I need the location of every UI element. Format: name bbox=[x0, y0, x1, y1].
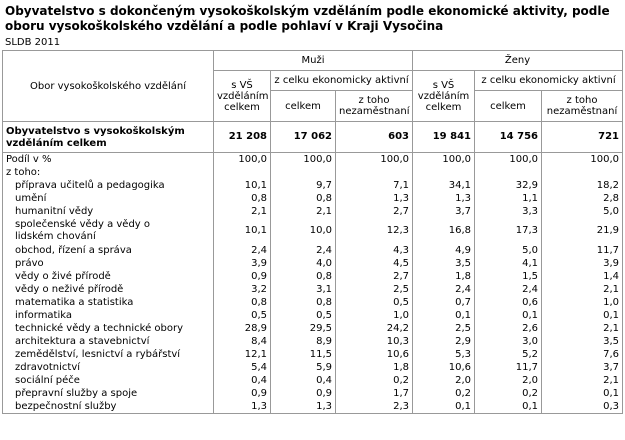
cell: 24,2 bbox=[336, 322, 413, 335]
cell: 2,6 bbox=[475, 322, 542, 335]
table-row bbox=[3, 400, 623, 414]
cell: 0,4 bbox=[271, 374, 336, 387]
table-row bbox=[3, 309, 623, 322]
table-row bbox=[3, 179, 623, 192]
cell: 10,1 bbox=[214, 218, 271, 244]
men-econ-active-header: z celku ekonomicky aktivní bbox=[271, 71, 413, 91]
of-which-row bbox=[3, 166, 623, 179]
row-label: Obyvatelstvo s vysokoškolským vzděláním celkem bbox=[3, 122, 214, 153]
men-active-total-header: celkem bbox=[271, 91, 336, 122]
cell: 7,1 bbox=[336, 179, 413, 192]
cell: 4,5 bbox=[336, 257, 413, 270]
cell: 1,8 bbox=[336, 361, 413, 374]
cell: 2,7 bbox=[336, 270, 413, 283]
cell: 4,1 bbox=[475, 257, 542, 270]
cell: 2,4 bbox=[475, 283, 542, 296]
row-label: právo bbox=[3, 257, 214, 270]
cell: 0,8 bbox=[214, 296, 271, 309]
row-label: informatika bbox=[3, 309, 214, 322]
table-title: Obyvatelstvo s dokončeným vysokoškolským vzděláním podle ekonomické aktivity, podle oboru vysokoškolského vzdělání a podle pohlaví v Kraji Vysočina bbox=[5, 4, 610, 33]
cell: 0,7 bbox=[413, 296, 475, 309]
cell: 0,8 bbox=[271, 296, 336, 309]
cell: 3,7 bbox=[413, 205, 475, 218]
cell: 0,5 bbox=[271, 309, 336, 322]
cell: 0,1 bbox=[475, 309, 542, 322]
cell: 2,0 bbox=[475, 374, 542, 387]
cell: 1,3 bbox=[336, 192, 413, 205]
table-row bbox=[3, 322, 623, 335]
cell: 2,1 bbox=[542, 283, 623, 296]
table-row bbox=[3, 361, 623, 374]
table-row bbox=[3, 270, 623, 283]
cell: 100,0 bbox=[336, 153, 413, 167]
row-label: vědy o živé přírodě bbox=[3, 270, 214, 283]
table-row bbox=[3, 296, 623, 309]
cell: 5,0 bbox=[475, 244, 542, 257]
cell: 5,2 bbox=[475, 348, 542, 361]
table-row bbox=[3, 244, 623, 257]
row-label: přepravní služby a spoje bbox=[3, 387, 214, 400]
cell: 1,0 bbox=[336, 309, 413, 322]
women-econ-active-header: z celku ekonomicky aktivní bbox=[475, 71, 623, 91]
cell: 5,0 bbox=[542, 205, 623, 218]
cell: 3,0 bbox=[475, 335, 542, 348]
cell: 21 208 bbox=[214, 122, 271, 153]
table-row bbox=[3, 348, 623, 361]
cell: 100,0 bbox=[214, 153, 271, 167]
cell: 18,2 bbox=[542, 179, 623, 192]
cell: 2,5 bbox=[336, 283, 413, 296]
cell: 2,4 bbox=[413, 283, 475, 296]
cell: 17,3 bbox=[475, 218, 542, 244]
cell: 0,8 bbox=[271, 192, 336, 205]
row-label: technické vědy a technické obory bbox=[3, 322, 214, 335]
cell: 10,6 bbox=[413, 361, 475, 374]
cell: 603 bbox=[336, 122, 413, 153]
cell: 1,1 bbox=[475, 192, 542, 205]
table-row bbox=[3, 283, 623, 296]
cell: 1,7 bbox=[336, 387, 413, 400]
cell: 2,7 bbox=[336, 205, 413, 218]
cell: 8,4 bbox=[214, 335, 271, 348]
cell: 2,4 bbox=[271, 244, 336, 257]
cell: 2,5 bbox=[413, 322, 475, 335]
cell: 100,0 bbox=[413, 153, 475, 167]
cell: 100,0 bbox=[542, 153, 623, 167]
cell: 3,2 bbox=[214, 283, 271, 296]
cell: 9,7 bbox=[271, 179, 336, 192]
row-label: matematika a statistika bbox=[3, 296, 214, 309]
cell: 4,9 bbox=[413, 244, 475, 257]
cell: 0,8 bbox=[214, 192, 271, 205]
cell: 0,5 bbox=[214, 309, 271, 322]
cell: 12,1 bbox=[214, 348, 271, 361]
cell: 8,9 bbox=[271, 335, 336, 348]
women-unemployed-header: z toho nezaměstnaní bbox=[542, 91, 623, 122]
cell: 2,8 bbox=[542, 192, 623, 205]
men-header: Muži bbox=[214, 51, 413, 71]
cell: 2,1 bbox=[214, 205, 271, 218]
cell: 2,0 bbox=[413, 374, 475, 387]
cell: 2,1 bbox=[271, 205, 336, 218]
cell: 4,0 bbox=[271, 257, 336, 270]
share-row bbox=[3, 153, 623, 167]
cell: 0,1 bbox=[475, 400, 542, 414]
cell: 0,4 bbox=[214, 374, 271, 387]
cell: 12,3 bbox=[336, 218, 413, 244]
table-row bbox=[3, 335, 623, 348]
table-row bbox=[3, 218, 623, 244]
cell: 1,3 bbox=[271, 400, 336, 414]
cell: 0,9 bbox=[214, 270, 271, 283]
cell: 100,0 bbox=[475, 153, 542, 167]
cell: 32,9 bbox=[475, 179, 542, 192]
row-label: zemědělství, lesnictví a rybářství bbox=[3, 348, 214, 361]
total-row bbox=[3, 122, 623, 153]
cell: 16,8 bbox=[413, 218, 475, 244]
table-row bbox=[3, 192, 623, 205]
row-label: Podíl v % bbox=[3, 153, 214, 167]
cell: 1,4 bbox=[542, 270, 623, 283]
cell: 19 841 bbox=[413, 122, 475, 153]
cell: 11,7 bbox=[475, 361, 542, 374]
cell: 2,4 bbox=[214, 244, 271, 257]
row-label: příprava učitelů a pedagogika bbox=[3, 179, 214, 192]
cell: 1,5 bbox=[475, 270, 542, 283]
cell: 0,1 bbox=[542, 309, 623, 322]
cell: 3,3 bbox=[475, 205, 542, 218]
cell: 11,7 bbox=[542, 244, 623, 257]
cell: 1,8 bbox=[413, 270, 475, 283]
cell: 5,3 bbox=[413, 348, 475, 361]
cell: 0,6 bbox=[475, 296, 542, 309]
cell: 3,9 bbox=[542, 257, 623, 270]
field-column-header: Obor vysokoškolského vzdělání bbox=[3, 51, 214, 122]
cell: 0,2 bbox=[336, 374, 413, 387]
source-note: SLDB 2011 bbox=[5, 37, 61, 48]
cell: 0,2 bbox=[475, 387, 542, 400]
table-row bbox=[3, 387, 623, 400]
cell: 1,0 bbox=[542, 296, 623, 309]
row-label: společenské vědy a vědy o lidském chování bbox=[3, 218, 214, 244]
cell: 7,6 bbox=[542, 348, 623, 361]
cell: 0,9 bbox=[214, 387, 271, 400]
cell: 21,9 bbox=[542, 218, 623, 244]
men-with-vs-header: s VŠ vzděláním celkem bbox=[214, 71, 271, 122]
cell: 10,3 bbox=[336, 335, 413, 348]
men-unemployed-header: z toho nezaměstnaní bbox=[336, 91, 413, 122]
cell: 10,0 bbox=[271, 218, 336, 244]
table-row bbox=[3, 257, 623, 270]
cell: 0,3 bbox=[542, 400, 623, 414]
cell: 0,9 bbox=[271, 387, 336, 400]
row-label: z toho: bbox=[3, 166, 214, 179]
cell: 3,5 bbox=[413, 257, 475, 270]
cell: 17 062 bbox=[271, 122, 336, 153]
cell: 11,5 bbox=[271, 348, 336, 361]
cell: 3,9 bbox=[214, 257, 271, 270]
cell: 10,6 bbox=[336, 348, 413, 361]
table-row bbox=[3, 374, 623, 387]
row-label: humanitní vědy bbox=[3, 205, 214, 218]
cell: 2,3 bbox=[336, 400, 413, 414]
women-with-vs-header: s VŠ vzděláním celkem bbox=[413, 71, 475, 122]
cell: 2,1 bbox=[542, 374, 623, 387]
cell: 3,1 bbox=[271, 283, 336, 296]
row-label: zdravotnictví bbox=[3, 361, 214, 374]
row-label: bezpečnostní služby bbox=[3, 400, 214, 414]
cell: 0,2 bbox=[413, 387, 475, 400]
row-label: sociální péče bbox=[3, 374, 214, 387]
cell: 4,3 bbox=[336, 244, 413, 257]
cell: 5,9 bbox=[271, 361, 336, 374]
cell: 0,1 bbox=[413, 309, 475, 322]
cell: 3,7 bbox=[542, 361, 623, 374]
cell: 14 756 bbox=[475, 122, 542, 153]
cell: 2,9 bbox=[413, 335, 475, 348]
row-label: obchod, řízení a správa bbox=[3, 244, 214, 257]
cell: 3,5 bbox=[542, 335, 623, 348]
cell: 0,5 bbox=[336, 296, 413, 309]
cell: 28,9 bbox=[214, 322, 271, 335]
cell: 0,1 bbox=[413, 400, 475, 414]
data-rows bbox=[3, 179, 623, 414]
cell: 1,3 bbox=[413, 192, 475, 205]
cell: 100,0 bbox=[271, 153, 336, 167]
table-row bbox=[3, 205, 623, 218]
statistics-table bbox=[2, 50, 623, 414]
cell: 29,5 bbox=[271, 322, 336, 335]
cell: 5,4 bbox=[214, 361, 271, 374]
row-label: architektura a stavebnictví bbox=[3, 335, 214, 348]
row-label: vědy o neživé přírodě bbox=[3, 283, 214, 296]
cell: 0,8 bbox=[271, 270, 336, 283]
cell: 2,1 bbox=[542, 322, 623, 335]
cell: 0,1 bbox=[542, 387, 623, 400]
row-label: umění bbox=[3, 192, 214, 205]
cell: 10,1 bbox=[214, 179, 271, 192]
cell: 1,3 bbox=[214, 400, 271, 414]
women-active-total-header: celkem bbox=[475, 91, 542, 122]
cell: 34,1 bbox=[413, 179, 475, 192]
cell: 721 bbox=[542, 122, 623, 153]
women-header: Ženy bbox=[413, 51, 623, 71]
